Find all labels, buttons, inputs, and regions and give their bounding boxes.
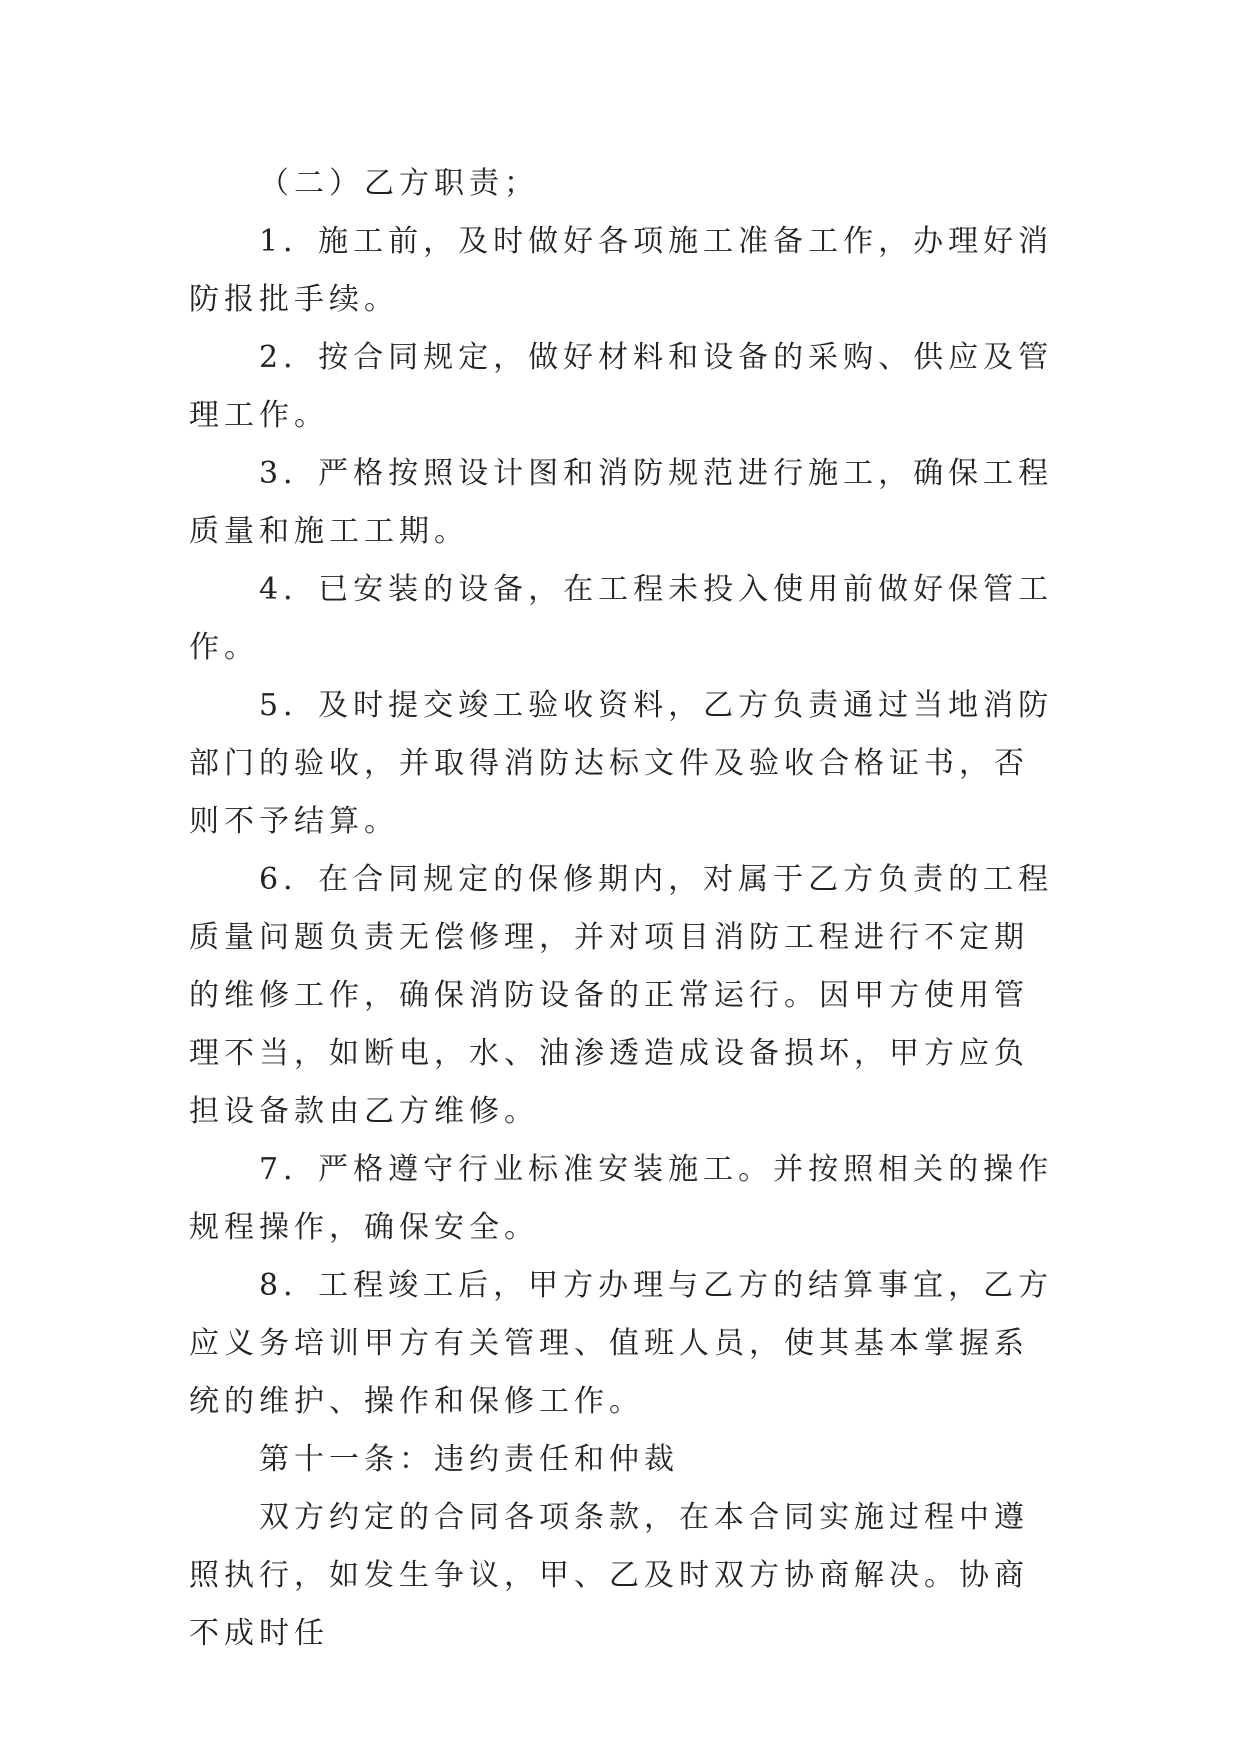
paragraph-dispute-resolution: 双方约定的合同各项条款，在本合同实施过程中遵照执行，如发生争议，甲、乙及时双方协商解决。协商不成时任	[189, 1500, 1029, 1651]
paragraph-item-3: 3．严格按照设计图和消防规范进行施工，确保工程质量和施工工期。	[189, 456, 1054, 549]
section-heading-party-b-duties: （二）乙方职责；	[259, 166, 539, 201]
paragraph-item-1: 1．施工前，及时做好各项施工准备工作，办理好消防报批手续。	[189, 224, 1054, 317]
paragraph-item-5: 5．及时提交竣工验收资料，乙方负责通过当地消防部门的验收，并取得消防达标文件及验收合格证书，否则不予结算。	[189, 688, 1054, 839]
paragraph-item-6: 6．在合同规定的保修期内，对属于乙方负责的工程质量问题负责无偿修理，并对项目消防工程进行不定期的维修工作，确保消防设备的正常运行。因甲方使用管理不当，如断电，水、油渗透造成设备损坏，甲方应负担设备款由乙方维修。	[189, 862, 1054, 1129]
paragraph-item-2: 2．按合同规定，做好材料和设备的采购、供应及管理工作。	[189, 340, 1054, 433]
document-body	[189, 155, 1059, 1663]
paragraph-item-7: 7．严格遵守行业标准安装施工。并按照相关的操作规程操作，确保安全。	[189, 1152, 1054, 1245]
paragraph-item-8: 8．工程竣工后，甲方办理与乙方的结算事宜，乙方应义务培训甲方有关管理、值班人员，使其基本掌握系统的维护、操作和保修工作。	[189, 1268, 1054, 1419]
paragraph-item-4: 4．已安装的设备，在工程未投入使用前做好保管工作。	[189, 572, 1054, 665]
article-heading-11: 第十一条：违约责任和仲裁	[259, 1442, 679, 1477]
